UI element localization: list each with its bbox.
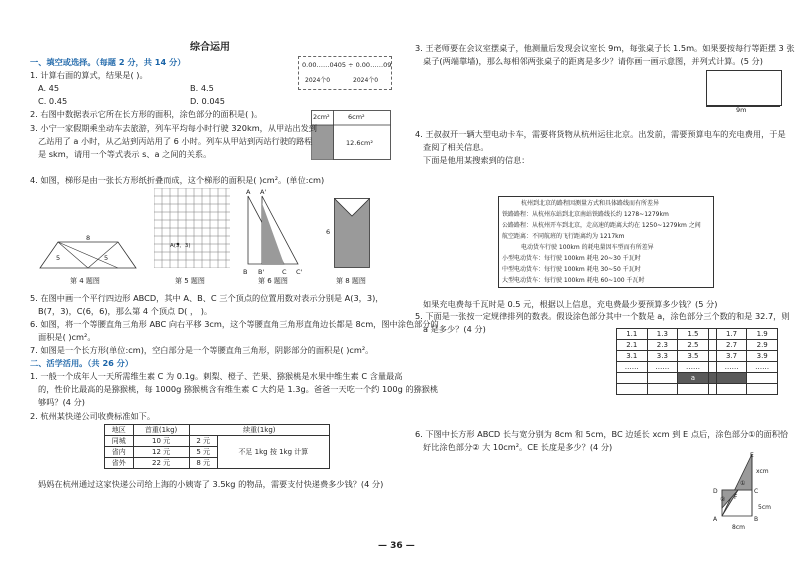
info-line: 铁路路程：从杭州东站到北京南站铁路线长约 1278~1279km [502,211,669,218]
question-7: 7. 如图是一个长方形(单位:cm)，空白部分是一个等腰直角三角形，阴影部分的面积是( )cm²。 [30,345,374,355]
q6-point-a-prime: A' [260,188,267,196]
practice-4-line-3: 下面是他用某搜索到的信息： [423,155,530,165]
fig-label-8cm: 8cm [732,524,745,531]
q1-expression-box [298,56,392,90]
practice-5-line-2: a 是多少？(4 分) [423,324,486,334]
q4-caption: 第 4 题图 [70,277,100,285]
q2-cell-2cm: 2cm² [313,113,330,121]
info-line: 航空距离：不同航班的飞行距离约为 1217km [502,233,625,240]
table-row [105,436,330,447]
num-cell: 3.3 [647,351,678,362]
q2-cell-6cm: 6cm² [348,113,365,121]
num-cell: …… [678,362,709,373]
q6-geometry-figure [710,450,780,530]
q6-caption: 第 6 题图 [258,277,288,285]
num-cell: 1.7 [716,329,747,340]
num-cell: 1.5 [678,329,709,340]
fee-cell: 22 元 [133,458,189,469]
fee-header-extra: 续重(1kg) [189,425,329,436]
info-line: 中型电动货车：每行驶 100km 耗电 30~50 千瓦时 [502,266,641,273]
num-cell: 3.9 [747,351,778,362]
fig-label-b: B [754,516,759,523]
num-cell: 1.3 [647,329,678,340]
question-5-line-2: B(7，3)，C(6，6)，那么第 4 个顶点 D( ， )。 [38,306,213,316]
table-row [617,362,778,373]
page-title: 综合运用 [190,42,230,53]
q6-triangle-figure [244,192,306,268]
table-row [617,384,778,395]
fig-label-a: A [713,516,718,523]
meeting-room-diagram [706,70,782,106]
fig-label-d: D [713,488,718,495]
num-cell: …… [617,362,648,373]
practice-2-ask: 妈妈在杭州通过这家快递公司给上海的小姨寄了 3.5kg 的物品，需要支付快递费多少钱？(4 分) [38,479,384,489]
fig-label-f: F [734,494,738,501]
section-1-heading: 一、填空或选择。（每题 2 分，共 14 分） [30,57,186,67]
info-line: 电动货车行驶 100km 的耗电量因车型而有所差异 [521,244,654,251]
fig-label-e: E [750,452,754,459]
q1-expression: 0.00……0405 ÷ 0.00……09 [302,61,392,69]
table-row [617,329,778,340]
meeting-room-length: 9m [736,106,747,114]
fee-cell: 2 元 [189,436,217,447]
num-cell: 1.9 [747,329,778,340]
fee-cell: 省外 [105,458,134,469]
practice-5-line-1: 5. 下面是一张按一定规律排列的数表。假设涂色部分其中一个数是 a，涂色部分三个数的和是 32.7，则 [415,311,790,321]
q8-rectangle-figure [334,198,370,268]
table-row [617,351,778,362]
num-cell: 2.1 [617,340,648,351]
q1-option-b: B. 4.5 [190,83,214,93]
num-cell: 3.7 [716,351,747,362]
fee-cell: 同城 [105,436,134,447]
practice-2: 2. 杭州某快递公司收费标准如下。 [30,411,156,421]
practice-6-line-1: 6. 下图中长方形 ABCD 长与宽分别为 8cm 和 5cm，BC 边延长 xcm 到 E 点后，涂色部分①的面积恰 [415,429,789,439]
practice-4-line-1: 4. 王叔叔开一辆大型电动卡车，需要将货物从杭州运往北京。出发前，需要预算电车的充电费用，于是 [415,129,786,139]
q1-option-a: A. 45 [38,83,60,93]
fee-header-first: 首重(1kg) [133,425,189,436]
practice-1-line-1: 1. 一般一个成年人一天所需维生素 C 为 0.1g。刺梨、橙子、芒果、猕猴桃是水果中维生素 C 含量最高 [30,371,403,381]
fee-cell: 5 元 [189,447,217,458]
q5-coordinate-grid [154,188,230,268]
q4-label-8: 8 [86,234,91,242]
num-cell: 2.9 [747,340,778,351]
question-3-line-3: 是 skm，请用一个等式表示 s、a 之间的关系。 [38,149,212,159]
q1-option-d: D. 0.045 [190,96,225,106]
num-cell: …… [716,362,747,373]
fee-header-region: 地区 [105,425,134,436]
q8-label-6: 6 [326,228,331,236]
num-cell: 2.7 [716,340,747,351]
q6-point-c-prime: C' [296,268,303,276]
q5-caption: 第 5 题图 [175,277,205,285]
practice-6-line-2: 好比涂色部分② 大 10cm²。CE 长度是多少？(4 分) [423,442,613,452]
fee-note: 不足 1kg 按 1kg 计算 [217,436,329,469]
practice-4-ask: 如果充电费每千瓦时是 0.5 元，根据以上信息，充电费最少要预算多少钱？(5 分) [423,299,718,309]
q6-point-c: C [282,268,287,276]
fig-label-5cm: 5cm [758,504,771,511]
num-cell: 1.1 [617,329,648,340]
fig-label-region1: ① [740,480,746,487]
question-6-line-1: 6. 如图，将一个等腰直角三角形 ABC 向右平移 3cm，这个等腰直角三角形直角边长都是 8cm，图中涂色部分的 [30,319,439,329]
num-cell: 3.5 [678,351,709,362]
practice-3-line-1: 3. 王老师要在会议室摆桌子，他测量后发现会议室长 9m，每张桌子长 1.5m。如果要按每行等距摆 3 张 [415,43,795,53]
info-line: 大型电动货车：每行驶 100km 耗电 60~100 千瓦时 [502,277,645,284]
search-info-box [498,196,714,288]
q6-point-a: A [246,188,251,196]
num-cell: 2.3 [647,340,678,351]
practice-4-line-2: 查阅了相关信息。 [423,142,489,152]
practice-1-line-2: 的，性价比最高的是猕猴桃，每 1000g 猕猴桃含有维生素 C 大约是 1.3g。爸爸一天吃一个约 100g 的猕猴桃 [38,384,439,394]
question-3-line-1: 3. 小宁一家假期乘坐动车去旅游，列车平均每小时行驶 320km，从甲站出发到 [30,123,317,133]
q6-point-b-prime: B' [258,268,265,276]
q4-label-5a: 5 [56,254,61,262]
table-row [617,373,778,384]
table-row [617,340,778,351]
fee-cell: 10 元 [133,436,189,447]
q4-label-5b: 5 [104,254,109,262]
q2-cell-12-6cm: 12.6cm² [346,139,373,147]
question-1: 1. 计算右面的算式，结果是( )。 [30,70,148,80]
fee-cell: 8 元 [189,458,217,469]
shaded-cell-a: a [678,373,709,384]
q1-zero-count-1: 2024个0 [305,77,331,84]
q5-point-a-label: A(3，3) [170,243,191,249]
fee-table-header [105,425,330,436]
info-line: 小型电动货车：每行驶 100km 耗电 20~30 千瓦时 [502,255,641,262]
question-3-line-2: 乙站用了 a 小时，从乙站到丙站用了 6 小时。列车从甲站到丙站行驶的路程 [38,136,313,146]
fig-label-x: xcm [756,468,769,475]
question-2: 2. 右图中数据表示它所在长方形的面积，涂色部分的面积是( )。 [30,109,263,119]
num-cell: …… [747,362,778,373]
num-cell: …… [647,362,678,373]
practice-1-line-3: 够吗？(4 分) [38,397,85,407]
q6-point-b: B [243,268,248,276]
fig-label-region2: ② [720,496,726,503]
num-cell: 2.5 [678,340,709,351]
fee-table [104,424,330,469]
question-6-line-2: 面积是( )cm²。 [38,332,96,342]
question-5-line-1: 5. 在图中画一个平行四边形 ABCD，其中 A、B、C 三个顶点的位置用数对表示分别是 A(3，3)， [30,293,384,303]
section-2-heading: 二、活学活用。（共 26 分） [30,358,134,368]
number-table [616,328,778,395]
fee-cell: 12 元 [133,447,189,458]
fee-cell: 省内 [105,447,134,458]
info-line: 公路路程：从杭州开车到北京，走高速的距离大约在 1250~1279km 之间 [502,222,701,229]
info-line: 杭州到北京的路程因测量方式和具体路线而有所差异 [521,200,660,207]
practice-3-line-2: 桌子(两端靠墙)，那么每相邻两张桌子的距离是多少？请你画一画示意图，并列式计算。(5 分) [423,56,763,66]
num-cell: 3.1 [617,351,648,362]
q8-caption: 第 8 题图 [336,277,366,285]
question-4: 4. 如图，梯形是由一张长方形纸折叠而成，这个梯形的面积是( )cm²。(单位:cm) [30,175,325,185]
page-number: — 36 — [378,541,415,551]
q1-option-c: C. 0.45 [38,96,68,106]
q1-zero-count-2: 2024个0 [353,77,379,84]
fig-label-c: C [754,488,759,495]
